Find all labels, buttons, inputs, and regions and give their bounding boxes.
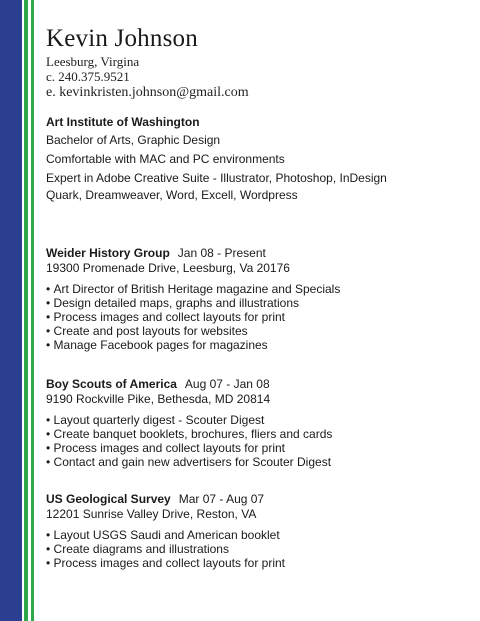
job-duty-item: • Create and post layouts for websites bbox=[46, 324, 466, 338]
education-line: Bachelor of Arts, Graphic Design bbox=[46, 133, 221, 147]
job-duty-item: • Manage Facebook pages for magazines bbox=[46, 338, 466, 352]
job-duty-item: • Process images and collect layouts for print bbox=[46, 310, 466, 324]
job-duties-list bbox=[46, 413, 466, 469]
resume-name: Kevin Johnson bbox=[46, 25, 198, 52]
job-dates: Mar 07 - Aug 07 bbox=[178, 492, 265, 506]
left-green-stripe bbox=[24, 0, 28, 621]
education-line: Comfortable with MAC and PC environments bbox=[46, 152, 285, 166]
education-section bbox=[46, 115, 466, 204]
job-duty-item: • Art Director of British Heritage magazine and Specials bbox=[46, 282, 466, 296]
job-dates: Aug 07 - Jan 08 bbox=[184, 377, 270, 391]
job-entry-weider bbox=[46, 245, 466, 352]
job-address: 12201 Sunrise Valley Drive, Reston, VA bbox=[46, 507, 257, 521]
job-duties-list bbox=[46, 282, 466, 352]
left-blue-stripe bbox=[0, 0, 22, 621]
job-address: 9190 Rockville Pike, Bethesda, MD 20814 bbox=[46, 392, 271, 406]
job-entry-boy-scouts bbox=[46, 376, 466, 469]
education-line: Quark, Dreamweaver, Word, Excell, Wordpress bbox=[46, 188, 298, 202]
job-heading bbox=[46, 491, 466, 507]
job-duties-list bbox=[46, 528, 466, 570]
job-duty-item: • Create diagrams and illustrations bbox=[46, 542, 466, 556]
job-duty-item: • Layout USGS Saudi and American booklet bbox=[46, 528, 466, 542]
job-organization: Boy Scouts of America bbox=[46, 377, 177, 391]
job-organization: US Geological Survey bbox=[46, 492, 171, 506]
resume-content bbox=[46, 24, 466, 570]
job-duty-item: • Process images and collect layouts for print bbox=[46, 441, 466, 455]
job-entry-usgs bbox=[46, 491, 466, 570]
job-duty-item: • Contact and gain new advertisers for Scouter Digest bbox=[46, 455, 466, 469]
left-green-stripe-thin bbox=[31, 0, 34, 621]
education-line: Expert in Adobe Creative Suite - Illustrator, Photoshop, InDesign bbox=[46, 171, 387, 185]
job-duty-item: • Create banquet booklets, brochures, fliers and cards bbox=[46, 427, 466, 441]
job-heading bbox=[46, 245, 466, 261]
school-name: Art Institute of Washington bbox=[46, 115, 200, 129]
phone-text: c. 240.375.9521 bbox=[46, 69, 130, 84]
job-dates: Jan 08 - Present bbox=[177, 246, 266, 260]
job-duty-item: • Process images and collect layouts for print bbox=[46, 556, 466, 570]
job-address: 19300 Promenade Drive, Leesburg, Va 20176 bbox=[46, 261, 290, 275]
resume-header bbox=[46, 24, 466, 101]
job-duty-item: • Layout quarterly digest - Scouter Digest bbox=[46, 413, 466, 427]
location-text: Leesburg, Virgina bbox=[46, 54, 140, 69]
email-text: e. kevinkristen.johnson@gmail.com bbox=[46, 85, 249, 100]
job-duty-item: • Design detailed maps, graphs and illustrations bbox=[46, 296, 466, 310]
job-organization: Weider History Group bbox=[46, 246, 170, 260]
job-heading bbox=[46, 376, 466, 392]
